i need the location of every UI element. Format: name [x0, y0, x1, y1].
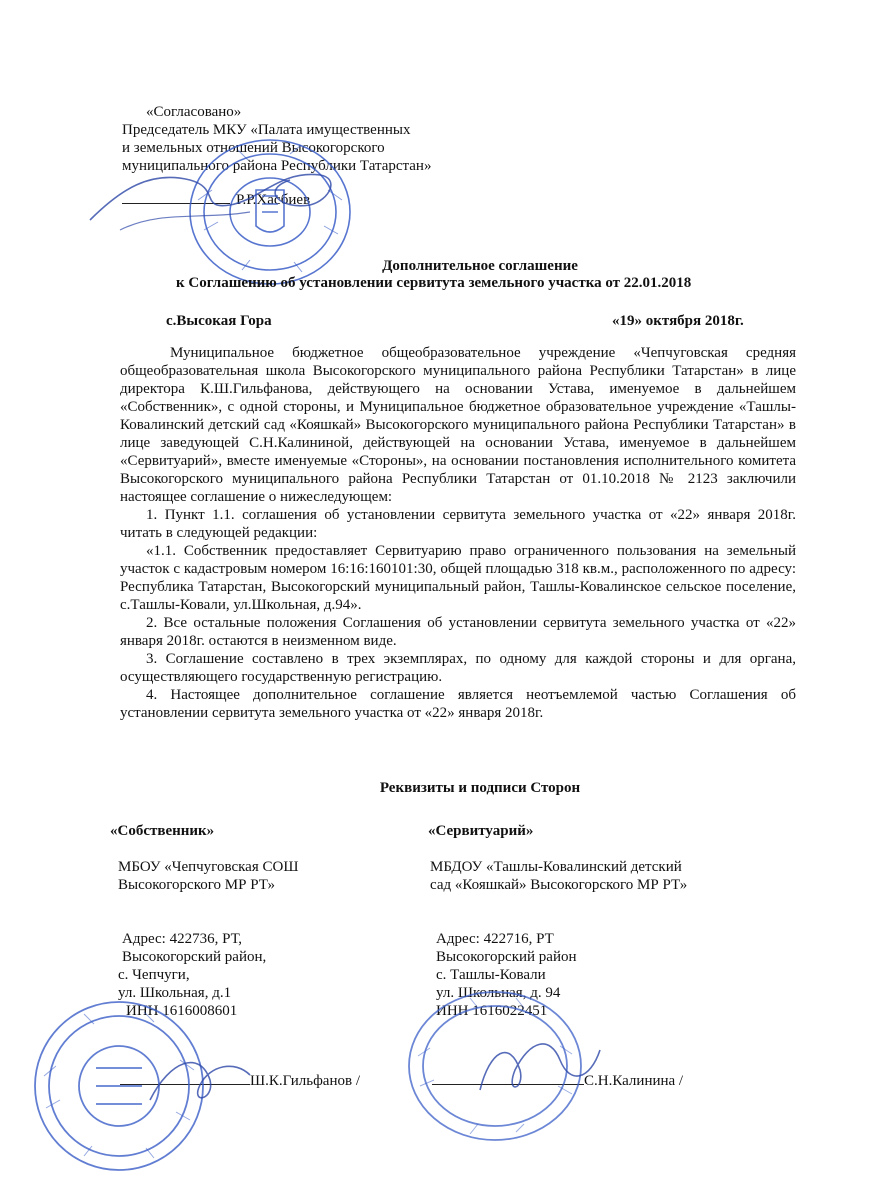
- paragraph-clause-3: 3. Соглашение составлено в трех экземплярах, по одному для каждой стороны и для органа, осуществляющего государственную регистрацию.: [120, 651, 796, 685]
- servitor-signature: С.Н.Калинина /: [584, 1073, 684, 1089]
- document-title: Дополнительное соглашение: [382, 258, 578, 274]
- servitor-name: [430, 858, 687, 894]
- servitor-role: «Сервитуарий»: [428, 823, 534, 839]
- approval-signature-scribble: [80, 150, 360, 240]
- owner-name-line: МБОУ «Чепчуговская СОШ: [118, 859, 299, 875]
- paragraph-preamble: Муниципальное бюджетное общеобразовательное учреждение «Чепчуговская средняя общеобразовательная школа Высокогорского муниципального района Республики Татарстан» в лице директора К.Ш.Гильфанова, действующего на основании Устава, именуемое в дальнейшем «Собственник», с одной стороны, и Муниципальное бюджетное образовательное учреждение «Ташлы-Ковалинский детский сад «Кояшкай» Высокогорского муниципального района Республики Татарстан» в лице заведующей С.Н.Калининой, действующей на основании Устава, именуемое в дальнейшем «Сервитуарий», вместе именуемые «Стороны», на основании постановления исполнительного комитета Высокогорского муниципального района Республики Татарстан от 01.10.2018 № 2123 заключили настоящее соглашение о нижеследующем:: [120, 345, 796, 505]
- owner-address-line: Высокогорский район,: [122, 949, 267, 965]
- servitor-address-line: с. Ташлы-Ковали: [436, 967, 546, 983]
- approval-title: «Согласовано»: [146, 104, 242, 120]
- approval-line: Председатель МКУ «Палата имущественных: [122, 122, 411, 138]
- servitor-address-line: ул. Школьная, д. 94: [436, 985, 561, 1001]
- document-body: [120, 344, 796, 722]
- document-date: «19» октября 2018г.: [612, 313, 744, 329]
- details-heading: Реквизиты и подписи Сторон: [379, 780, 581, 796]
- servitor-name-line: сад «Кояшкай» Высокогорского МР РТ»: [430, 877, 688, 893]
- servitor-name-line: МБДОУ «Ташлы-Ковалинский детский: [430, 859, 682, 875]
- paragraph-clause-1: 1. Пункт 1.1. соглашения об установлении сервитута земельного участка от «22» января 2018г. читать в следующей редакции:: [120, 507, 796, 541]
- approval-line: и земельных отношений Высокогорского: [122, 140, 385, 156]
- owner-name-line: Высокогорского МР РТ»: [118, 877, 275, 893]
- owner-signature-scribble: [140, 1040, 260, 1120]
- servitor-address-line: Высокогорский район: [436, 949, 577, 965]
- document-place: с.Высокая Гора: [166, 313, 272, 329]
- approval-signer: Р.Р.Хасбиев: [236, 192, 311, 208]
- paragraph-clause-4: 4. Настоящее дополнительное соглашение является неотъемлемой частью Соглашения об установлении сервитута земельного участка от «22» января 2018г.: [120, 687, 796, 721]
- approval-line: муниципального района Республики Татарстан»: [122, 158, 432, 174]
- owner-address-line: Адрес: 422736, РТ,: [122, 931, 243, 947]
- servitor-signature-scribble: [470, 1020, 610, 1110]
- owner-role: «Собственник»: [110, 823, 215, 839]
- document-subtitle: к Соглашению об установлении сервитута земельного участка от 22.01.2018: [176, 275, 692, 291]
- owner-signature: Ш.К.Гильфанов /: [250, 1073, 360, 1089]
- owner-address-line: ИНН 1616008601: [126, 1003, 238, 1019]
- owner-address-line: с. Чепчуги,: [118, 967, 190, 983]
- owner-address-line: ул. Школьная, д.1: [118, 985, 232, 1001]
- owner-name: [118, 858, 298, 894]
- paragraph-clause-2: 2. Все остальные положения Соглашения об установлении сервитута земельного участка от «22» января 2018г. остаются в неизменном виде.: [120, 615, 796, 649]
- servitor-address-line: ИНН 1616022451: [436, 1003, 548, 1019]
- servitor-address-line: Адрес: 422716, РТ: [436, 931, 554, 947]
- paragraph-clause-1-text: «1.1. Собственник предоставляет Сервитуарию право ограниченного пользования на земельный участок с кадастровым номером 16:16:160101:30, общей площадью 318 кв.м., расположенного по адресу: Республика Татарстан, Высокогорский муниципальный район, Ташлы-Ковалинское сельское поселение, с.Ташлы-Ковали, ул.Школьная, д.94».: [120, 543, 796, 613]
